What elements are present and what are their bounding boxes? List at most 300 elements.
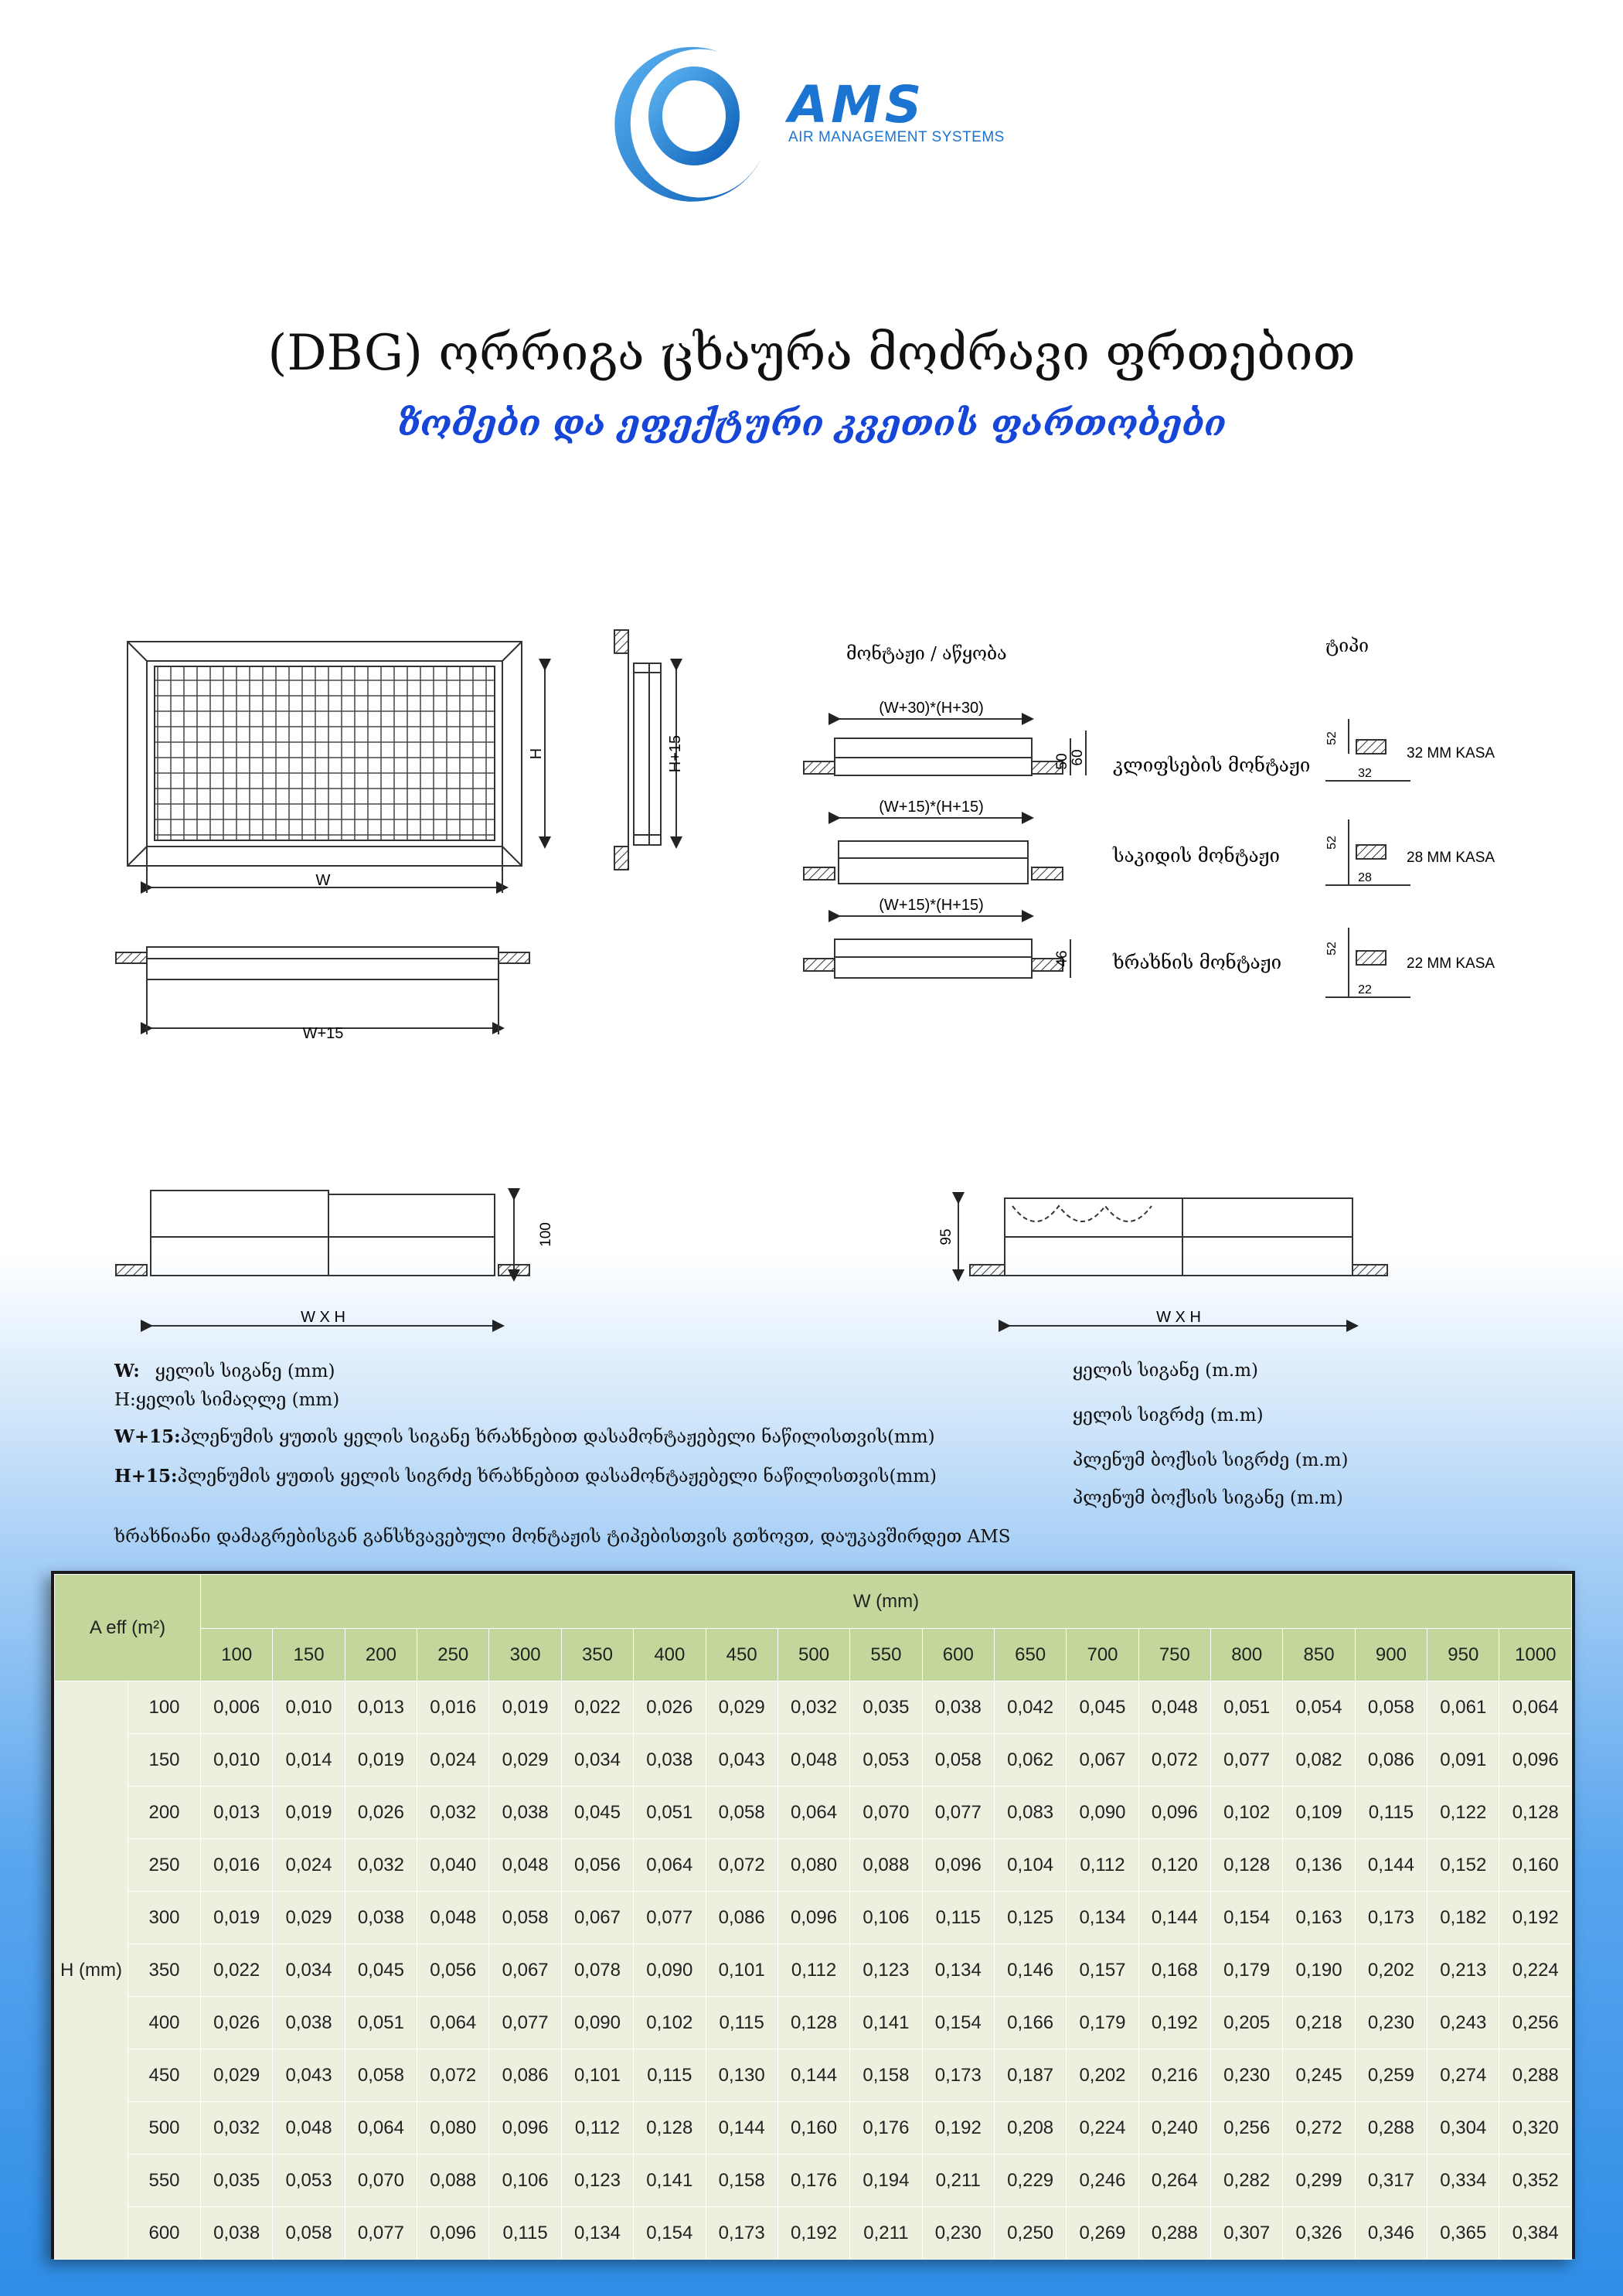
table-cell: 0,365	[1427, 2207, 1499, 2260]
table-cell: 0,179	[1211, 1944, 1283, 1997]
legend-w15-text: პლენუმის ყუთის ყელის სიგანე ხრახნებით დასამონტაჟებელი ნაწილისთვის(mm)	[180, 1427, 935, 1447]
installation-header: მონტაჟი / აწყობა	[846, 644, 1007, 664]
table-cell: 0,024	[273, 1839, 345, 1892]
table-cell: 0,288	[1499, 2049, 1572, 2102]
w-axis-header: W (mm)	[201, 1575, 1572, 1629]
w-value-header: 850	[1283, 1629, 1355, 1681]
table-cell: 0,088	[850, 1839, 922, 1892]
aeff-table	[54, 1574, 1572, 2260]
table-cell: 0,077	[922, 1787, 994, 1839]
table-cell: 0,040	[417, 1839, 489, 1892]
table-cell: 0,144	[1138, 1892, 1210, 1944]
table-cell: 0,109	[1283, 1787, 1355, 1839]
ams-logo	[603, 43, 1005, 205]
table-cell: 0,130	[706, 2049, 777, 2102]
w-value-header: 700	[1067, 1629, 1138, 1681]
table-cell: 0,048	[489, 1839, 561, 1892]
table-cell: 0,256	[1499, 1997, 1572, 2049]
kasa32-height: 52	[1325, 731, 1339, 745]
table-cell: 0,096	[489, 2102, 561, 2155]
table-cell: 0,128	[777, 1997, 849, 2049]
legend-right-3: პლენუმ ბოქსის სიგრძე (m.m)	[1073, 1450, 1349, 1470]
kasa22-height: 52	[1325, 942, 1339, 956]
w-value-header: 900	[1355, 1629, 1427, 1681]
table-cell: 0,179	[1067, 1997, 1138, 2049]
h-value-header: 300	[128, 1892, 201, 1944]
table-cell: 0,056	[561, 1839, 633, 1892]
table-cell: 0,160	[777, 2102, 849, 2155]
table-cell: 0,346	[1355, 2207, 1427, 2260]
clip-mount-label: კლიფსების მონტაჟი	[1113, 755, 1311, 776]
table-cell: 0,176	[850, 2102, 922, 2155]
h-value-header: 550	[128, 2155, 201, 2207]
table-cell: 0,029	[706, 1681, 777, 1734]
table-cell: 0,224	[1499, 1944, 1572, 1997]
dim-60: 60	[1070, 749, 1086, 766]
table-cell: 0,056	[417, 1944, 489, 1997]
table-header-row	[55, 1575, 1572, 1629]
table-cell: 0,029	[273, 1892, 345, 1944]
table-cell: 0,048	[777, 1734, 849, 1787]
contact-note: ხრახნიანი დამაგრებისგან განსხვავებული მონტაჟის ტიპებისთვის გთხოვთ, დაუკავშირდეთ AMS	[114, 1527, 1011, 1547]
table-cell: 0,019	[345, 1734, 417, 1787]
kasa22-label: 22 MM KASA	[1407, 956, 1495, 972]
table-cell: 0,128	[634, 2102, 706, 2155]
table-cell: 0,029	[489, 1734, 561, 1787]
ams-logo-mark-icon	[603, 43, 773, 205]
table-cell: 0,062	[994, 1734, 1066, 1787]
h-value-header: 200	[128, 1787, 201, 1839]
table-cell: 0,064	[417, 1997, 489, 2049]
table-cell: 0,096	[417, 2207, 489, 2260]
technical-drawings	[0, 611, 1623, 1353]
hanger-mount-drawing	[804, 818, 1063, 884]
table-corner-label: A eff (m²)	[55, 1575, 201, 1681]
kasa28-label: 28 MM KASA	[1407, 850, 1495, 866]
table-cell: 0,038	[489, 1787, 561, 1839]
table-row	[55, 2155, 1572, 2207]
table-cell: 0,070	[850, 1787, 922, 1839]
table-cell: 0,194	[850, 2155, 922, 2207]
w-value-header: 550	[850, 1629, 922, 1681]
aeff-table-container	[51, 1571, 1575, 2259]
table-cell: 0,034	[561, 1734, 633, 1787]
table-cell: 0,080	[777, 1839, 849, 1892]
table-cell: 0,152	[1427, 1839, 1499, 1892]
legend-h15-key: H+15:	[114, 1466, 178, 1487]
table-cell: 0,032	[345, 1839, 417, 1892]
screw-mount-drawing	[804, 916, 1070, 978]
table-cell: 0,061	[1427, 1681, 1499, 1734]
table-cell: 0,102	[1211, 1787, 1283, 1839]
table-cell: 0,144	[706, 2102, 777, 2155]
table-cell: 0,229	[994, 2155, 1066, 2207]
legend-w-text: ყელის სიგანე (mm)	[155, 1361, 335, 1381]
table-cell: 0,010	[201, 1734, 273, 1787]
table-cell: 0,077	[345, 2207, 417, 2260]
w-value-header: 150	[273, 1629, 345, 1681]
dim-50: 50	[1054, 753, 1070, 770]
table-cell: 0,112	[1067, 1839, 1138, 1892]
table-cell: 0,064	[1499, 1681, 1572, 1734]
clip-mount-drawing	[804, 719, 1086, 775]
type-header: ტიპი	[1325, 636, 1370, 656]
table-cell: 0,246	[1067, 2155, 1138, 2207]
table-cell: 0,090	[634, 1944, 706, 1997]
hang-mount-label: საკიდის მონტაჟი	[1113, 845, 1280, 867]
table-cell: 0,307	[1211, 2207, 1283, 2260]
table-cell: 0,259	[1355, 2049, 1427, 2102]
table-cell: 0,299	[1283, 2155, 1355, 2207]
table-cell: 0,083	[994, 1787, 1066, 1839]
table-cell: 0,190	[1283, 1944, 1355, 1997]
table-cell: 0,058	[489, 1892, 561, 1944]
w-value-header: 250	[417, 1629, 489, 1681]
table-cell: 0,128	[1499, 1787, 1572, 1839]
table-cell: 0,115	[922, 1892, 994, 1944]
table-cell: 0,042	[994, 1681, 1066, 1734]
table-cell: 0,245	[1283, 2049, 1355, 2102]
table-cell: 0,038	[922, 1681, 994, 1734]
table-row	[55, 1997, 1572, 2049]
table-cell: 0,058	[273, 2207, 345, 2260]
bottom-section-drawing	[116, 947, 529, 1034]
table-cell: 0,035	[201, 2155, 273, 2207]
table-cell: 0,032	[777, 1681, 849, 1734]
table-cell: 0,096	[1499, 1734, 1572, 1787]
table-row	[55, 2207, 1572, 2260]
table-cell: 0,096	[922, 1839, 994, 1892]
table-cell: 0,048	[1138, 1681, 1210, 1734]
table-cell: 0,141	[850, 1997, 922, 2049]
table-cell: 0,154	[634, 2207, 706, 2260]
plenum-left-drawing	[116, 1191, 529, 1326]
page-title: (DBG) ორრიგა ცხაურა მოძრავი ფრთებით	[267, 325, 1356, 382]
table-cell: 0,158	[706, 2155, 777, 2207]
table-cell: 0,211	[850, 2207, 922, 2260]
h-value-header: 150	[128, 1734, 201, 1787]
kasa28-height: 52	[1325, 836, 1339, 850]
table-cell: 0,176	[777, 2155, 849, 2207]
table-cell: 0,224	[1067, 2102, 1138, 2155]
table-cell: 0,230	[1211, 2049, 1283, 2102]
w-value-header: 500	[777, 1629, 849, 1681]
table-cell: 0,163	[1283, 1892, 1355, 1944]
dim-clip: (W+30)*(H+30)	[879, 700, 984, 717]
table-cell: 0,269	[1067, 2207, 1138, 2260]
h-axis-header: H (mm)	[55, 1681, 128, 2260]
h-value-header: 450	[128, 2049, 201, 2102]
table-cell: 0,086	[489, 2049, 561, 2102]
table-row	[55, 1681, 1572, 1734]
w-value-header: 100	[201, 1629, 273, 1681]
legend-h15-text: პლენუმის ყუთის ყელის სიგრძე ხრახნებით დასამონტაჟებელი ნაწილისთვის(mm)	[177, 1467, 937, 1487]
table-cell: 0,208	[994, 2102, 1066, 2155]
legend-w	[114, 1361, 335, 1381]
table-cell: 0,029	[201, 2049, 273, 2102]
table-cell: 0,035	[850, 1681, 922, 1734]
table-cell: 0,053	[273, 2155, 345, 2207]
w-value-header: 600	[922, 1629, 994, 1681]
table-cell: 0,115	[634, 2049, 706, 2102]
table-cell: 0,038	[345, 1892, 417, 1944]
h-value-header: 250	[128, 1839, 201, 1892]
table-cell: 0,288	[1355, 2102, 1427, 2155]
legend-right-4: პლენუმ ბოქსის სიგანე (m.m)	[1073, 1488, 1343, 1508]
table-cell: 0,115	[489, 2207, 561, 2260]
table-cell: 0,091	[1427, 1734, 1499, 1787]
table-cell: 0,134	[922, 1944, 994, 1997]
table-cell: 0,048	[273, 2102, 345, 2155]
w-value-header: 650	[994, 1629, 1066, 1681]
dim-w: W	[315, 872, 331, 889]
table-cell: 0,053	[850, 1734, 922, 1787]
table-cell: 0,064	[345, 2102, 417, 2155]
table-cell: 0,058	[1355, 1681, 1427, 1734]
dim-wxh-left: W X H	[301, 1309, 345, 1326]
h-value-header: 600	[128, 2207, 201, 2260]
kasa32-label: 32 MM KASA	[1407, 745, 1495, 761]
table-cell: 0,173	[706, 2207, 777, 2260]
table-cell: 0,080	[417, 2102, 489, 2155]
table-cell: 0,192	[1138, 1997, 1210, 2049]
table-cell: 0,264	[1138, 2155, 1210, 2207]
logo-wordmark: AMS	[788, 75, 925, 135]
table-cell: 0,384	[1499, 2207, 1572, 2260]
table-cell: 0,202	[1355, 1944, 1427, 1997]
legend-right-2: ყელის სიგრძე (m.m)	[1073, 1405, 1264, 1426]
table-cell: 0,051	[634, 1787, 706, 1839]
table-cell: 0,045	[345, 1944, 417, 1997]
table-cell: 0,120	[1138, 1839, 1210, 1892]
legend-h: H:ყელის სიმაღლე (mm)	[114, 1390, 340, 1410]
table-cell: 0,136	[1283, 1839, 1355, 1892]
table-cell: 0,146	[994, 1944, 1066, 1997]
table-cell: 0,125	[994, 1892, 1066, 1944]
dim-h15: H+15	[667, 734, 684, 773]
table-cell: 0,077	[1211, 1734, 1283, 1787]
dim-95: 95	[938, 1228, 954, 1245]
table-cell: 0,051	[345, 1997, 417, 2049]
table-cell: 0,160	[1499, 1839, 1572, 1892]
table-w-values-row	[55, 1629, 1572, 1681]
kasa22-width: 22	[1358, 983, 1372, 996]
table-cell: 0,038	[273, 1997, 345, 2049]
table-cell: 0,282	[1211, 2155, 1283, 2207]
table-cell: 0,326	[1283, 2207, 1355, 2260]
w-value-header: 400	[634, 1629, 706, 1681]
screw-mount-label: ხრახნის მონტაჟი	[1113, 952, 1282, 973]
legend-h15	[114, 1466, 937, 1487]
table-cell: 0,058	[706, 1787, 777, 1839]
table-cell: 0,032	[417, 1787, 489, 1839]
table-cell: 0,026	[201, 1997, 273, 2049]
table-cell: 0,144	[1355, 1839, 1427, 1892]
page-subtitle: ზომები და ეფექტური კვეთის ფართობები	[396, 402, 1227, 444]
table-cell: 0,157	[1067, 1944, 1138, 1997]
table-row	[55, 1734, 1572, 1787]
table-cell: 0,072	[706, 1839, 777, 1892]
table-cell: 0,016	[417, 1681, 489, 1734]
table-cell: 0,067	[561, 1892, 633, 1944]
legend-w15	[114, 1426, 935, 1447]
table-row	[55, 1839, 1572, 1892]
table-cell: 0,026	[634, 1681, 706, 1734]
legend-w-key: W:	[114, 1361, 140, 1381]
w-value-header: 800	[1211, 1629, 1283, 1681]
table-cell: 0,022	[201, 1944, 273, 1997]
table-cell: 0,187	[994, 2049, 1066, 2102]
table-cell: 0,077	[634, 1892, 706, 1944]
table-cell: 0,102	[634, 1997, 706, 2049]
table-row	[55, 1787, 1572, 1839]
table-cell: 0,019	[273, 1787, 345, 1839]
table-cell: 0,158	[850, 2049, 922, 2102]
table-cell: 0,173	[922, 2049, 994, 2102]
table-cell: 0,272	[1283, 2102, 1355, 2155]
w-value-header: 1000	[1499, 1629, 1572, 1681]
table-cell: 0,082	[1283, 1734, 1355, 1787]
table-cell: 0,048	[417, 1892, 489, 1944]
table-cell: 0,134	[1067, 1892, 1138, 1944]
table-cell: 0,141	[634, 2155, 706, 2207]
table-cell: 0,077	[489, 1997, 561, 2049]
h-value-header: 350	[128, 1944, 201, 1997]
table-cell: 0,216	[1138, 2049, 1210, 2102]
table-cell: 0,123	[850, 1944, 922, 1997]
table-cell: 0,064	[777, 1787, 849, 1839]
table-cell: 0,016	[201, 1839, 273, 1892]
table-cell: 0,026	[345, 1787, 417, 1839]
dim-100: 100	[538, 1222, 554, 1247]
dim-w15: W+15	[302, 1025, 344, 1042]
table-cell: 0,334	[1427, 2155, 1499, 2207]
table-cell: 0,106	[850, 1892, 922, 1944]
table-cell: 0,058	[922, 1734, 994, 1787]
table-cell: 0,101	[561, 2049, 633, 2102]
w-value-header: 950	[1427, 1629, 1499, 1681]
table-cell: 0,211	[922, 2155, 994, 2207]
table-cell: 0,256	[1211, 2102, 1283, 2155]
table-cell: 0,010	[273, 1681, 345, 1734]
h-value-header: 400	[128, 1997, 201, 2049]
table-cell: 0,202	[1067, 2049, 1138, 2102]
table-cell: 0,182	[1427, 1892, 1499, 1944]
table-cell: 0,022	[561, 1681, 633, 1734]
table-cell: 0,205	[1211, 1997, 1283, 2049]
table-cell: 0,072	[1138, 1734, 1210, 1787]
table-cell: 0,320	[1499, 2102, 1572, 2155]
table-cell: 0,192	[922, 2102, 994, 2155]
table-cell: 0,043	[273, 2049, 345, 2102]
table-cell: 0,173	[1355, 1892, 1427, 1944]
w-value-header: 450	[706, 1629, 777, 1681]
kasa28-width: 28	[1358, 871, 1372, 884]
table-cell: 0,274	[1427, 2049, 1499, 2102]
table-cell: 0,096	[1138, 1787, 1210, 1839]
table-cell: 0,250	[994, 2207, 1066, 2260]
w-value-header: 200	[345, 1629, 417, 1681]
table-cell: 0,090	[1067, 1787, 1138, 1839]
table-cell: 0,043	[706, 1734, 777, 1787]
table-cell: 0,090	[561, 1997, 633, 2049]
table-cell: 0,064	[634, 1839, 706, 1892]
w-value-header: 350	[561, 1629, 633, 1681]
table-cell: 0,072	[417, 2049, 489, 2102]
table-cell: 0,054	[1283, 1681, 1355, 1734]
table-cell: 0,067	[1067, 1734, 1138, 1787]
table-row	[55, 1944, 1572, 1997]
table-cell: 0,086	[706, 1892, 777, 1944]
table-cell: 0,230	[1355, 1997, 1427, 2049]
table-cell: 0,014	[273, 1734, 345, 1787]
table-cell: 0,045	[1067, 1681, 1138, 1734]
table-row	[55, 1892, 1572, 1944]
table-cell: 0,104	[994, 1839, 1066, 1892]
h-value-header: 500	[128, 2102, 201, 2155]
table-cell: 0,123	[561, 2155, 633, 2207]
table-cell: 0,051	[1211, 1681, 1283, 1734]
kasa32-width: 32	[1358, 767, 1372, 780]
table-cell: 0,213	[1427, 1944, 1499, 1997]
legend-w15-key: W+15:	[114, 1426, 181, 1447]
table-cell: 0,192	[777, 2207, 849, 2260]
table-cell: 0,058	[345, 2049, 417, 2102]
dim-wxh-right: W X H	[1156, 1309, 1201, 1326]
table-cell: 0,304	[1427, 2102, 1499, 2155]
w-value-header: 750	[1138, 1629, 1210, 1681]
table-row	[55, 2049, 1572, 2102]
table-cell: 0,006	[201, 1681, 273, 1734]
table-cell: 0,088	[417, 2155, 489, 2207]
dim-46: 46	[1054, 950, 1070, 967]
table-cell: 0,019	[201, 1892, 273, 1944]
table-cell: 0,166	[994, 1997, 1066, 2049]
table-cell: 0,230	[922, 2207, 994, 2260]
table-cell: 0,128	[1211, 1839, 1283, 1892]
table-cell: 0,024	[417, 1734, 489, 1787]
table-cell: 0,154	[922, 1997, 994, 2049]
table-cell: 0,112	[777, 1944, 849, 1997]
table-cell: 0,352	[1499, 2155, 1572, 2207]
table-cell: 0,115	[706, 1997, 777, 2049]
table-cell: 0,192	[1499, 1892, 1572, 1944]
table-cell: 0,045	[561, 1787, 633, 1839]
table-cell: 0,144	[777, 2049, 849, 2102]
table-cell: 0,096	[777, 1892, 849, 1944]
table-row	[55, 2102, 1572, 2155]
table-cell: 0,106	[489, 2155, 561, 2207]
table-cell: 0,317	[1355, 2155, 1427, 2207]
table-cell: 0,019	[489, 1681, 561, 1734]
table-cell: 0,086	[1355, 1734, 1427, 1787]
table-cell: 0,240	[1138, 2102, 1210, 2155]
table-cell: 0,034	[273, 1944, 345, 1997]
table-cell: 0,070	[345, 2155, 417, 2207]
table-cell: 0,115	[1355, 1787, 1427, 1839]
table-cell: 0,134	[561, 2207, 633, 2260]
table-cell: 0,218	[1283, 1997, 1355, 2049]
table-cell: 0,101	[706, 1944, 777, 1997]
table-cell: 0,112	[561, 2102, 633, 2155]
table-cell: 0,067	[489, 1944, 561, 1997]
table-cell: 0,243	[1427, 1997, 1499, 2049]
dim-hang: (W+15)*(H+15)	[879, 799, 984, 816]
plenum-right-drawing	[958, 1198, 1387, 1326]
front-view-drawing	[128, 642, 545, 893]
dim-screw: (W+15)*(H+15)	[879, 897, 984, 914]
h-value-header: 100	[128, 1681, 201, 1734]
